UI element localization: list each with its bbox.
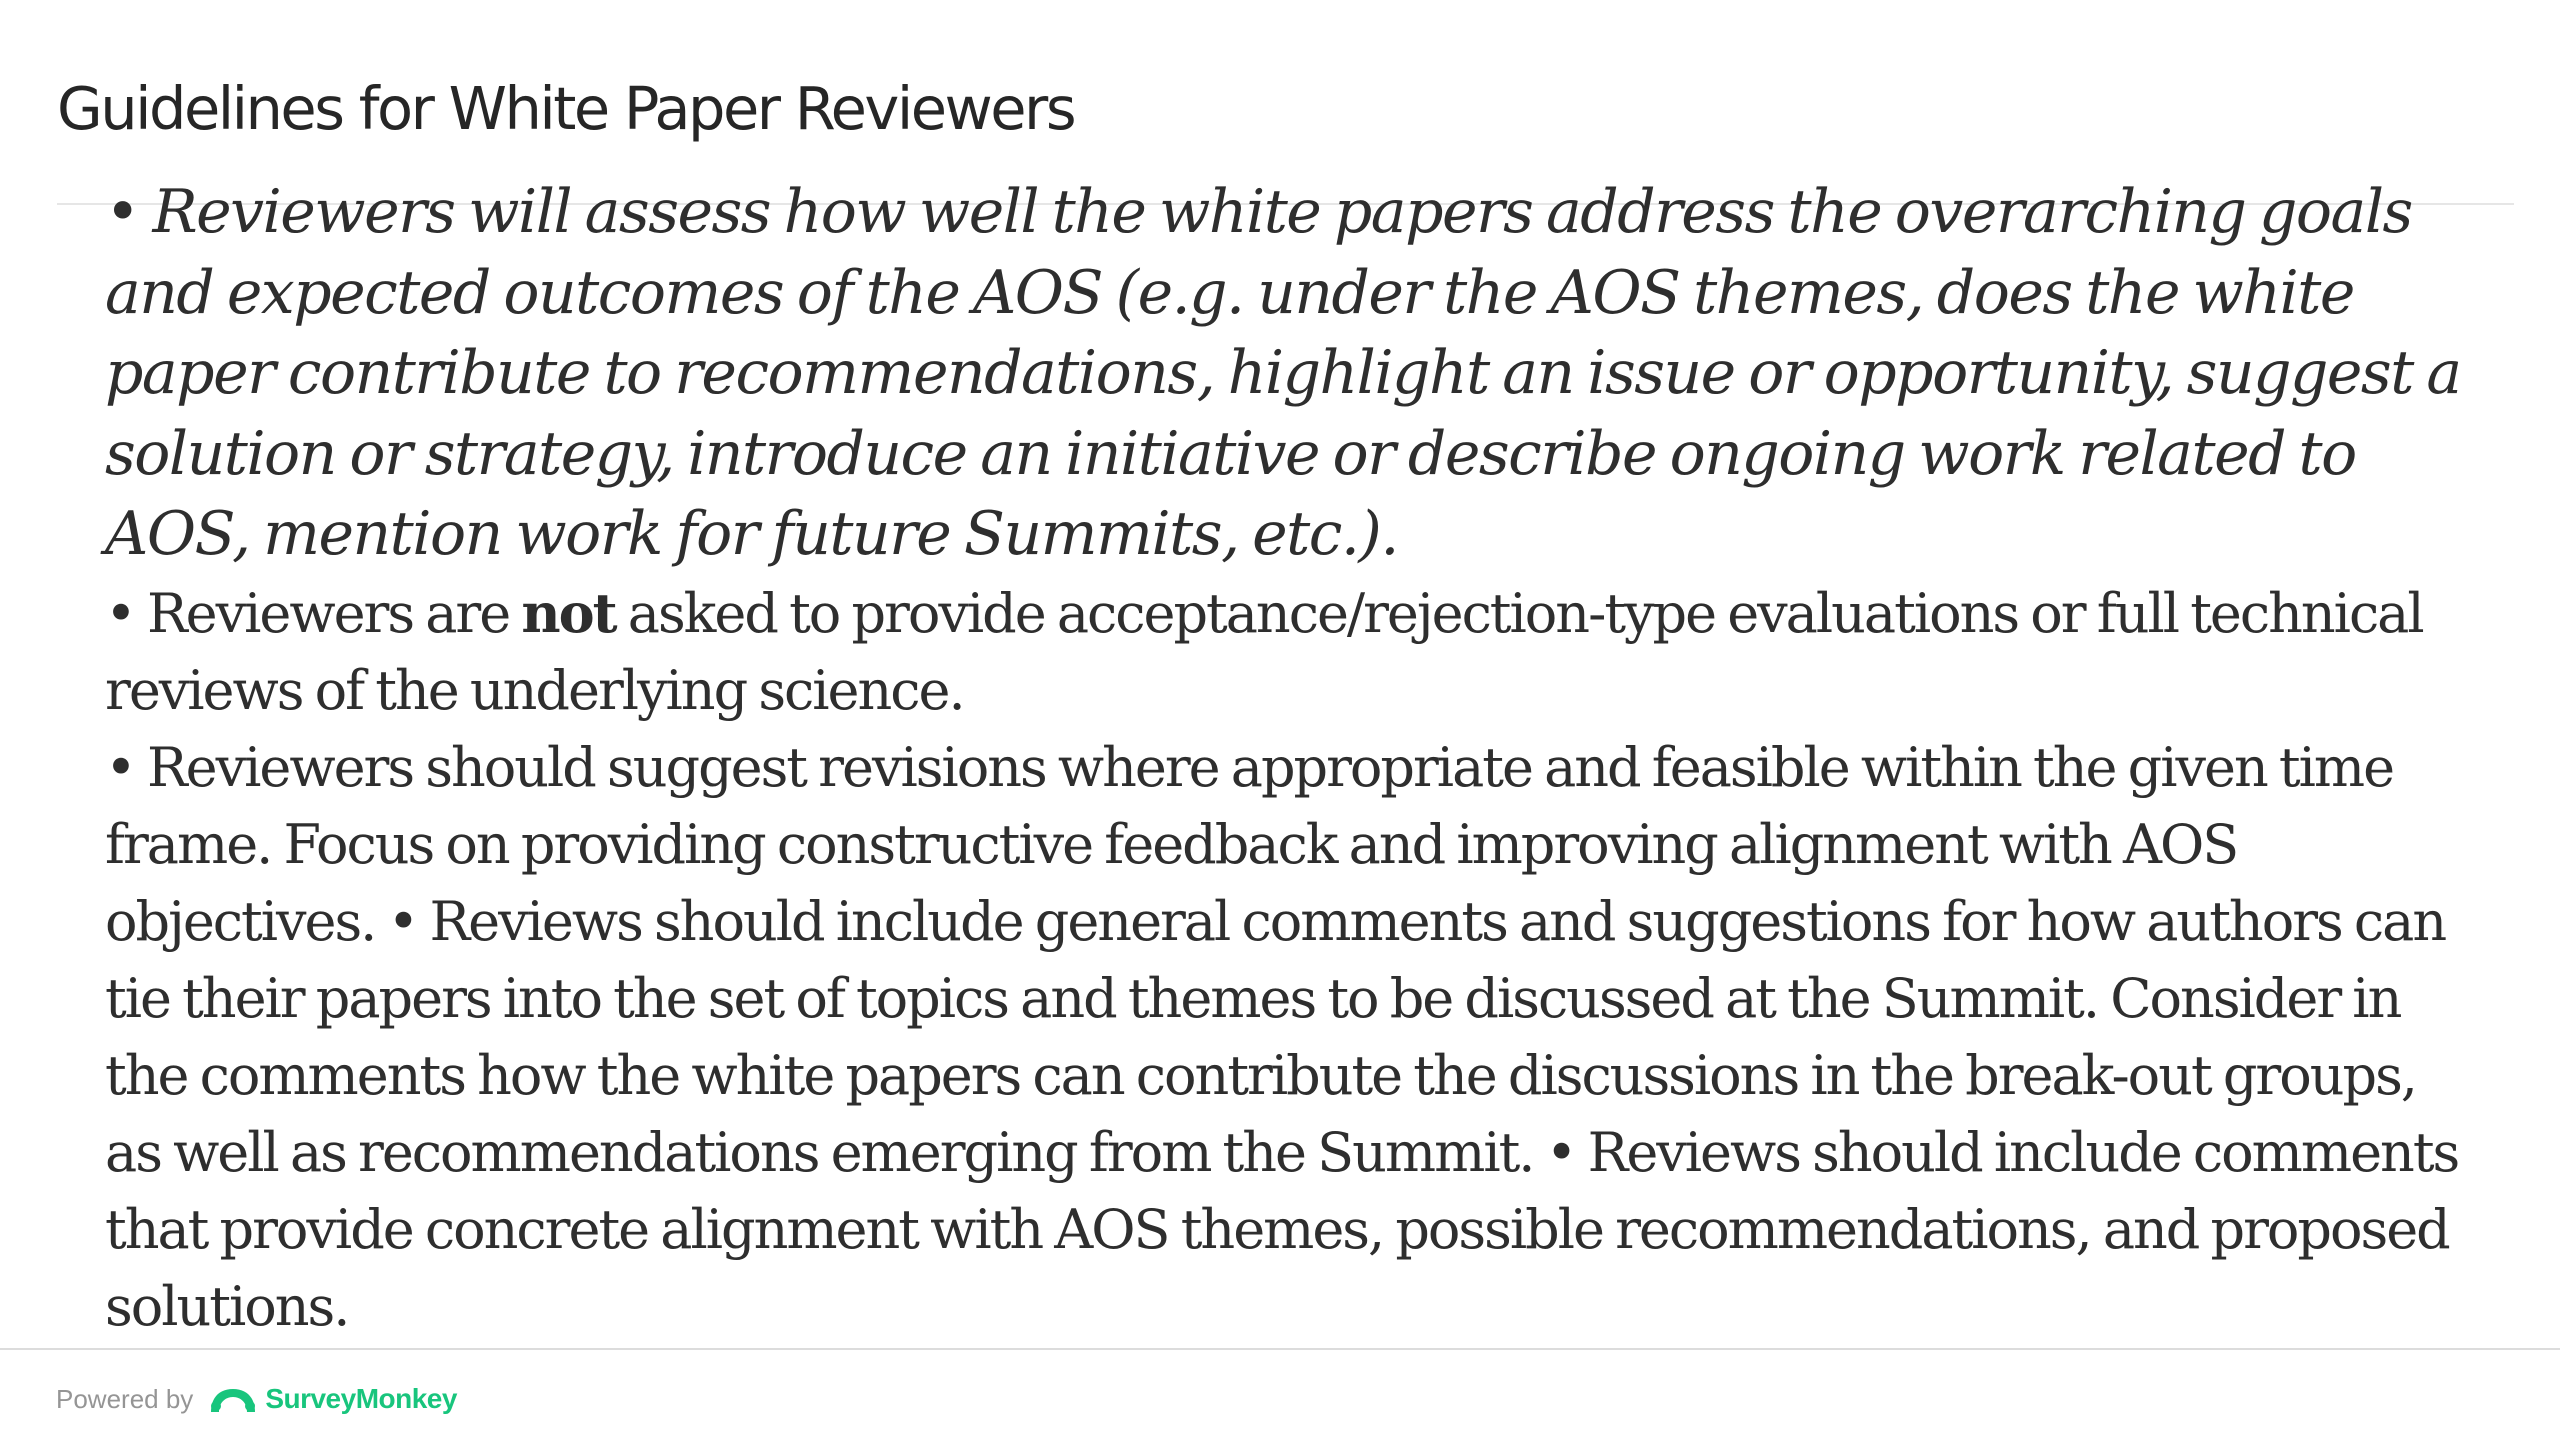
guidelines-text xyxy=(105,172,2465,1345)
footer-divider xyxy=(0,1348,2560,1350)
surveymonkey-icon xyxy=(207,1382,259,1416)
surveymonkey-logo-link[interactable] xyxy=(207,1382,457,1416)
guideline-assessment: • Reviewers will assess how well the white papers address the overarching goals and expected outcomes of the AOS (e.g. under the AOS themes, does the white paper contribute to recommendations, highlight an issue or opportunity, suggest a solution or strategy, introduce an initiative or describe ongoing work related to AOS, mention work for future Summits, etc.). xyxy=(105,177,2461,569)
guideline-not-evaluations xyxy=(105,575,2465,729)
emphasis-not: not xyxy=(521,580,616,645)
page-title: Guidelines for White Paper Reviewers xyxy=(57,74,1075,143)
guideline-not-evaluations-end: asked to provide acceptance/rejection-type evaluations or full technical reviews of the underlying science. xyxy=(105,581,2423,722)
guideline-not-evaluations-start: • Reviewers are xyxy=(105,581,522,645)
powered-by-label: Powered by xyxy=(56,1383,194,1414)
footer xyxy=(56,1382,457,1416)
guideline-revisions: • Reviewers should suggest revisions where appropriate and feasible within the given time frame. Focus on providing constructive feedback and improving alignment with AOS objectives. • Reviews should include general comments and suggestions for how authors can tie their papers into the set of topics and themes to be discussed at the Summit. Consider in the comments how the white papers can contribute the discussions in the break-out groups, as well as recommendations emerging from the Summit. • Reviews should include comments that provide concrete alignment with AOS themes, possible recommendations, and proposed solutions. xyxy=(105,735,2459,1338)
surveymonkey-brand-name: SurveyMonkey xyxy=(265,1383,457,1414)
